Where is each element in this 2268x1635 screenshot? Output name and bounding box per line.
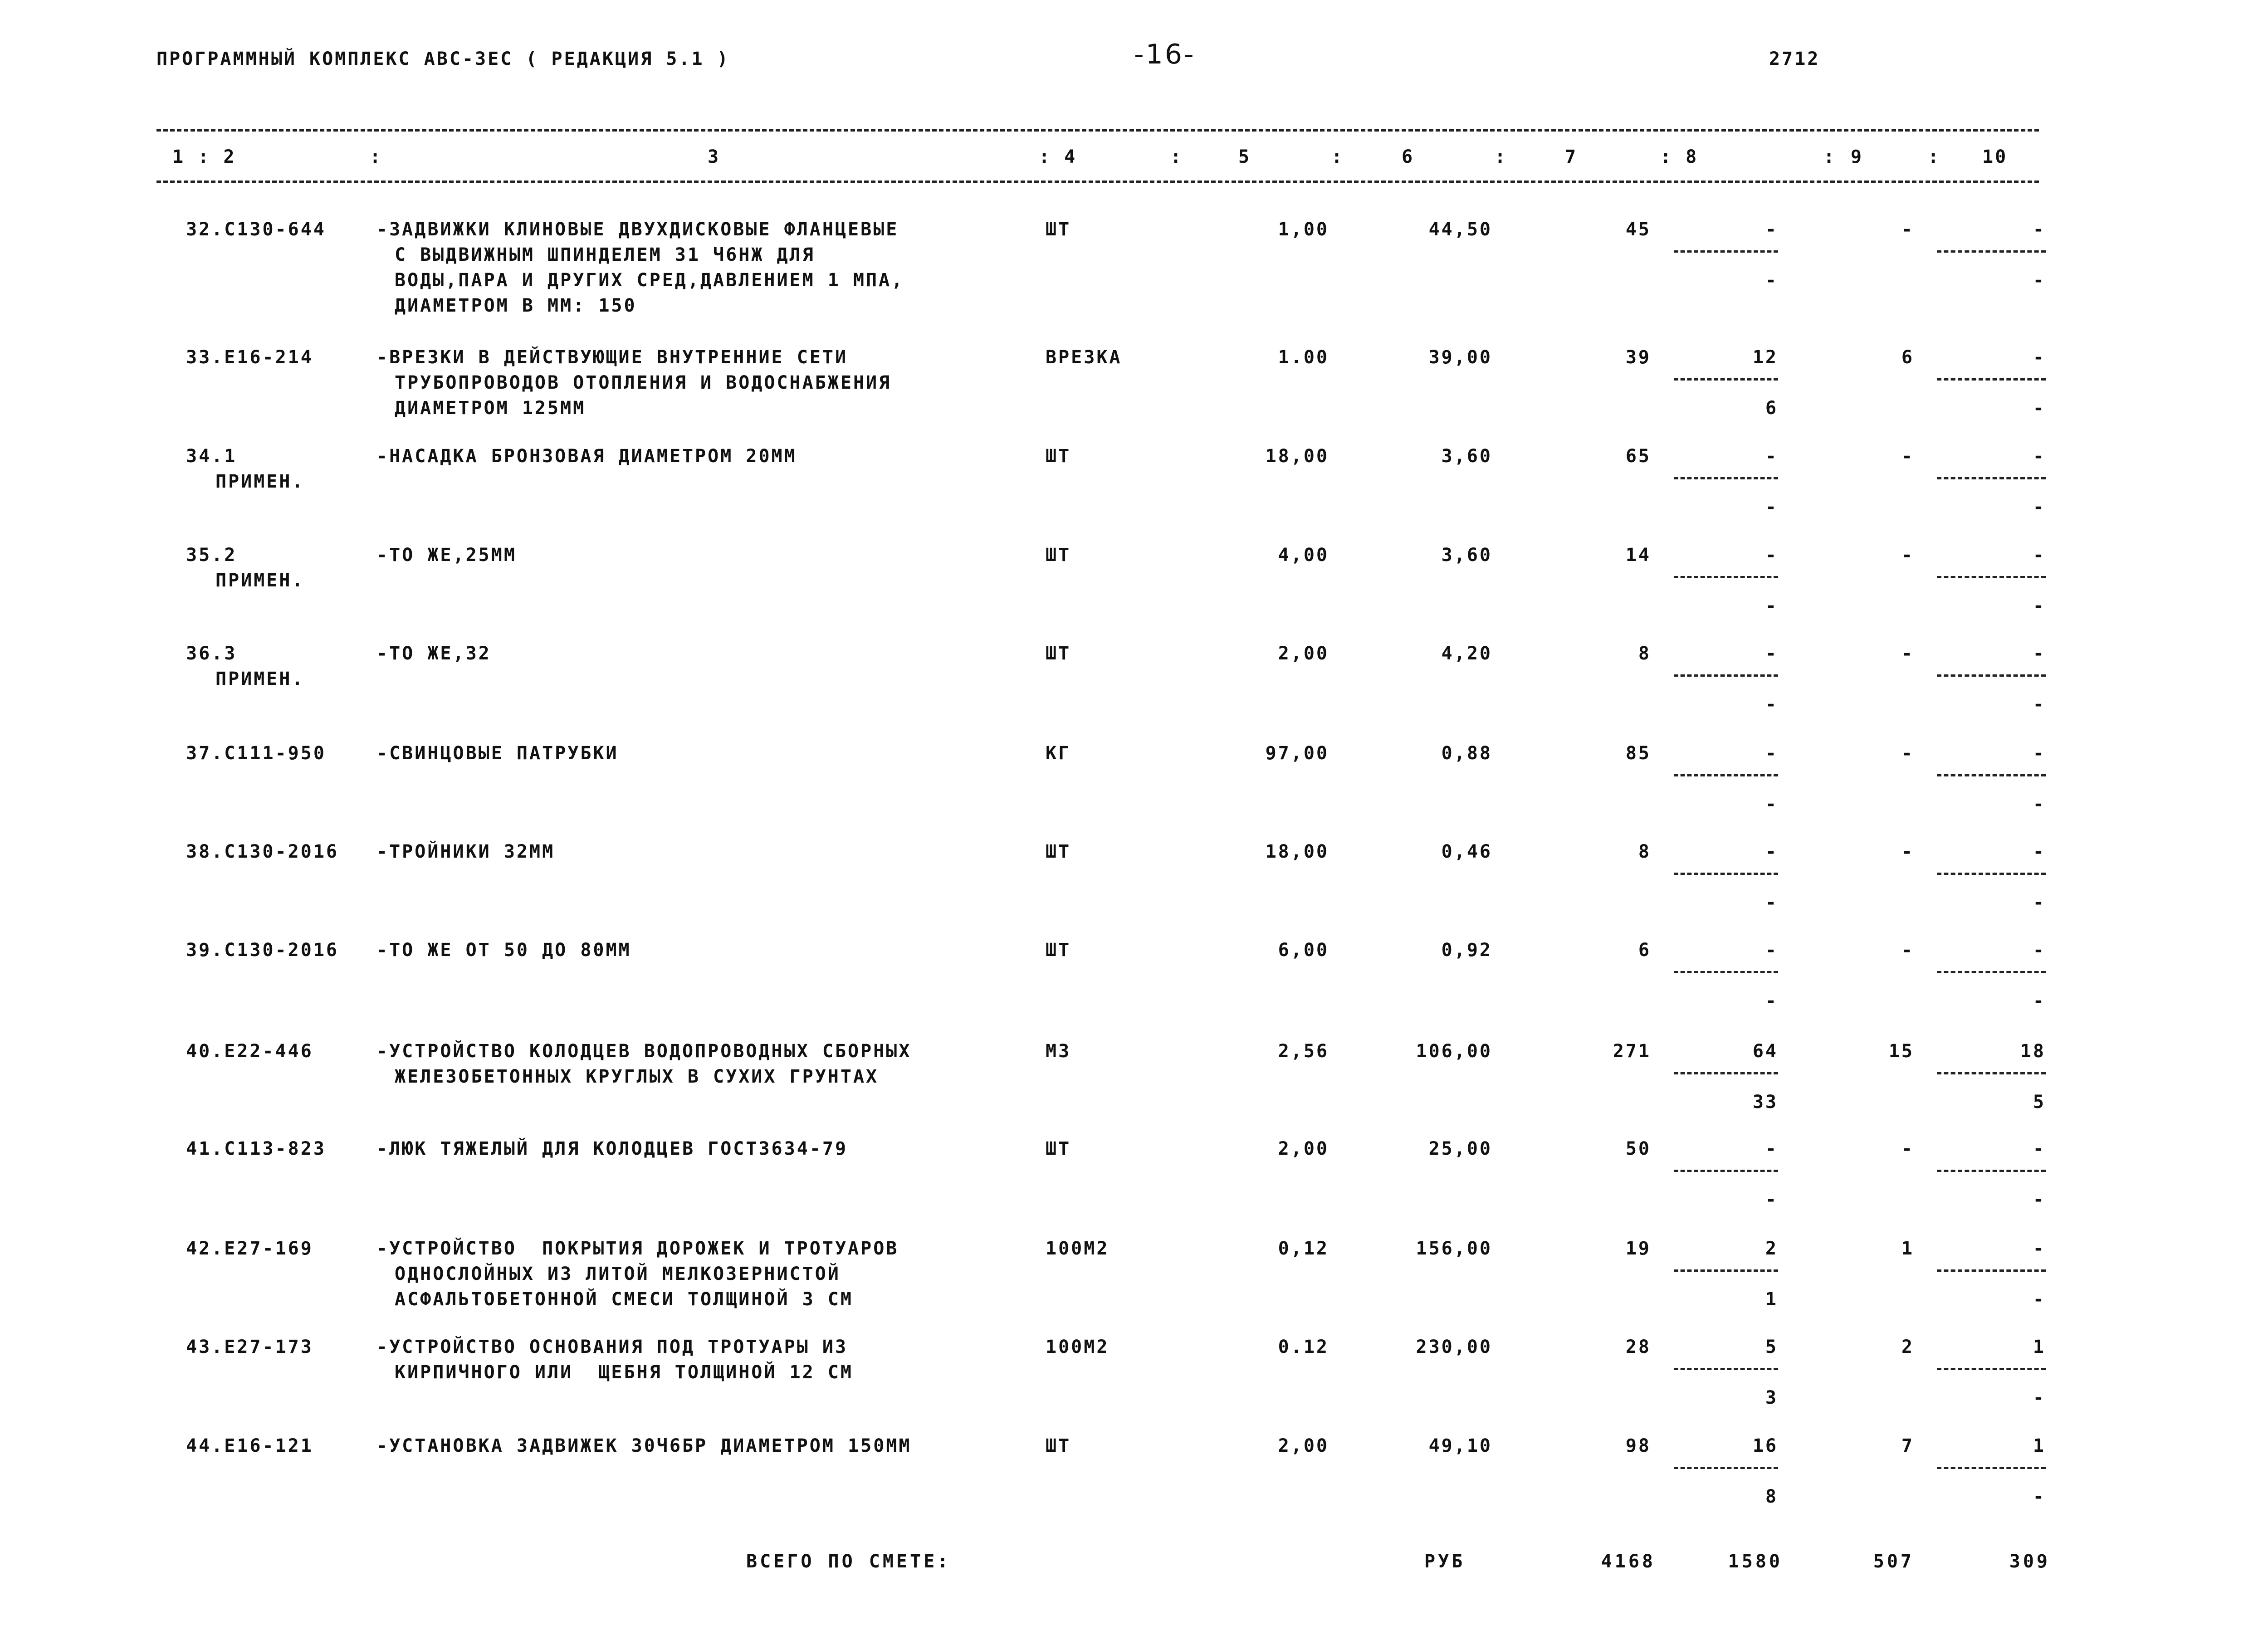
row-quantity: 18,00 <box>1265 446 1329 467</box>
row-col10-top: 18 <box>2020 1041 2046 1062</box>
row-col10-top: - <box>2033 940 2046 961</box>
row-quantity: 6,00 <box>1278 940 1329 961</box>
row-description-line: -ТО ЖЕ,32 <box>376 643 491 664</box>
total-col7: 4168 <box>1601 1551 1656 1572</box>
column-header-label: : <box>1170 146 1183 167</box>
row-col7: 50 <box>1625 1138 1651 1159</box>
row-col8-top: 16 <box>1752 1435 1778 1456</box>
row-quantity: 1.00 <box>1278 347 1329 368</box>
row-description-line: АСФАЛЬТОБЕТОННОЙ СМЕСИ ТОЛЩИНОЙ 3 СМ <box>395 1289 853 1310</box>
row-col8-top: - <box>1765 841 1778 862</box>
row-col10-divider <box>1937 774 2046 776</box>
row-description-line: С ВЫДВИЖНЫМ ШПИНДЕЛЕМ 31 Ч6НЖ ДЛЯ <box>395 244 815 265</box>
column-header-label: 5 <box>1238 146 1251 167</box>
row-note: ПРИМЕН. <box>215 669 305 689</box>
row-col9: - <box>1901 1138 1914 1159</box>
row-col10-divider <box>1937 873 2046 875</box>
row-quantity: 0.12 <box>1278 1337 1329 1357</box>
row-code: 37.С111-950 <box>186 743 326 764</box>
header-rule-bottom <box>156 181 2039 183</box>
row-col8-top: - <box>1765 219 1778 240</box>
column-header-label: 6 <box>1402 146 1415 167</box>
row-col10-top: - <box>2033 841 2046 862</box>
row-col10-top: - <box>2033 643 2046 664</box>
row-col7: 6 <box>1638 940 1651 961</box>
row-code: 36.3 <box>186 643 237 664</box>
row-col8-bottom: - <box>1765 794 1778 815</box>
row-col8-divider <box>1674 378 1778 381</box>
row-quantity: 0,12 <box>1278 1238 1329 1259</box>
row-col10-bottom: - <box>2033 892 2046 913</box>
column-header-label: : <box>1495 146 1508 167</box>
column-header-label: 10 <box>1982 146 2008 167</box>
row-price: 44,50 <box>1428 219 1492 240</box>
row-description-line: -УСТРОЙСТВО ПОКРЫТИЯ ДОРОЖЕК И ТРОТУАРОВ <box>376 1238 899 1259</box>
row-col8-bottom: - <box>1765 991 1778 1011</box>
row-col8-bottom: - <box>1765 595 1778 616</box>
row-col9: - <box>1901 940 1914 961</box>
row-col7: 28 <box>1625 1337 1651 1357</box>
row-col10-top: - <box>2033 743 2046 764</box>
row-col8-bottom: - <box>1765 270 1778 291</box>
row-col9: 15 <box>1888 1041 1914 1062</box>
row-code: 43.Е27-173 <box>186 1337 313 1357</box>
row-col8-divider <box>1674 1072 1778 1074</box>
row-unit: ШТ <box>1046 219 1071 240</box>
row-col8-divider <box>1674 873 1778 875</box>
row-code: 42.Е27-169 <box>186 1238 313 1259</box>
row-col7: 8 <box>1638 643 1651 664</box>
row-col8-top: - <box>1765 743 1778 764</box>
row-col9: 2 <box>1901 1337 1914 1357</box>
row-col8-divider <box>1674 1170 1778 1172</box>
row-col7: 98 <box>1625 1435 1651 1456</box>
row-col10-divider <box>1937 1072 2046 1074</box>
row-description-line: -УСТРОЙСТВО КОЛОДЦЕВ ВОДОПРОВОДНЫХ СБОРНЫХ <box>376 1041 912 1062</box>
row-col8-bottom: 1 <box>1765 1289 1778 1310</box>
row-description-line: ДИАМЕТРОМ В ММ: 150 <box>395 295 637 316</box>
row-price: 39,00 <box>1428 347 1492 368</box>
row-description-line: -УСТРОЙСТВО ОСНОВАНИЯ ПОД ТРОТУАРЫ ИЗ <box>376 1337 848 1357</box>
column-header-label: 1 : 2 <box>172 146 236 167</box>
row-col9: - <box>1901 643 1914 664</box>
total-unit: РУБ <box>1424 1551 1466 1572</box>
row-col10-bottom: - <box>2033 694 2046 715</box>
row-col10-bottom: 5 <box>2033 1092 2046 1113</box>
total-label: ВСЕГО ПО СМЕТЕ: <box>746 1551 951 1572</box>
row-price: 25,00 <box>1428 1138 1492 1159</box>
row-unit: ШТ <box>1046 940 1071 961</box>
row-code: 39.С130-2016 <box>186 940 339 961</box>
row-col10-divider <box>1937 1368 2046 1370</box>
row-col8-top: 64 <box>1752 1041 1778 1062</box>
row-col10-divider <box>1937 971 2046 973</box>
row-col7: 85 <box>1625 743 1651 764</box>
row-col9: - <box>1901 743 1914 764</box>
total-col9: 507 <box>1873 1551 1914 1572</box>
row-price: 0,88 <box>1441 743 1492 764</box>
row-code: 35.2 <box>186 545 237 566</box>
column-header-label: : 4 <box>1039 146 1077 167</box>
row-col8-top: 2 <box>1765 1238 1778 1259</box>
row-col9: - <box>1901 545 1914 566</box>
row-col8-bottom: - <box>1765 694 1778 715</box>
row-col8-bottom: - <box>1765 1189 1778 1210</box>
row-col10-divider <box>1937 378 2046 381</box>
row-col8-divider <box>1674 1269 1778 1272</box>
row-price: 0,46 <box>1441 841 1492 862</box>
row-col10-bottom: - <box>2033 1387 2046 1408</box>
row-note: ПРИМЕН. <box>215 570 305 591</box>
row-col10-divider <box>1937 576 2046 578</box>
row-col8-top: - <box>1765 940 1778 961</box>
row-description-line: ЖЕЛЕЗОБЕТОННЫХ КРУГЛЫХ В СУХИХ ГРУНТАХ <box>395 1066 879 1087</box>
row-col10-bottom: - <box>2033 1189 2046 1210</box>
row-col8-bottom: 33 <box>1752 1092 1778 1113</box>
row-price: 156,00 <box>1416 1238 1492 1259</box>
row-col8-divider <box>1674 477 1778 479</box>
row-description-line: -ТО ЖЕ ОТ 50 ДО 80ММ <box>376 940 631 961</box>
row-col10-bottom: - <box>2033 1289 2046 1310</box>
row-col8-divider <box>1674 1368 1778 1370</box>
row-quantity: 2,00 <box>1278 1138 1329 1159</box>
column-header-label: : <box>370 146 383 167</box>
row-price: 4,20 <box>1441 643 1492 664</box>
row-code: 33.Е16-214 <box>186 347 313 368</box>
row-price: 3,60 <box>1441 446 1492 467</box>
row-col8-divider <box>1674 576 1778 578</box>
row-description-line: КИРПИЧНОГО ИЛИ ЩЕБНЯ ТОЛЩИНОЙ 12 СМ <box>395 1362 853 1383</box>
row-col8-top: - <box>1765 545 1778 566</box>
row-col10-bottom: - <box>2033 595 2046 616</box>
row-col10-top: 1 <box>2033 1337 2046 1357</box>
row-col10-divider <box>1937 1269 2046 1272</box>
row-price: 49,10 <box>1428 1435 1492 1456</box>
row-description-line: -НАСАДКА БРОНЗОВАЯ ДИАМЕТРОМ 20ММ <box>376 446 797 467</box>
row-description-line: -ТРОЙНИКИ 32ММ <box>376 841 555 862</box>
row-code: 41.С113-823 <box>186 1138 326 1159</box>
row-description-line: ОДНОСЛОЙНЫХ ИЗ ЛИТОЙ МЕЛКОЗЕРНИСТОЙ <box>395 1264 841 1284</box>
row-col9: 6 <box>1901 347 1914 368</box>
row-unit: ВРЕЗКА <box>1046 347 1122 368</box>
row-col7: 45 <box>1625 219 1651 240</box>
row-price: 0,92 <box>1441 940 1492 961</box>
row-code: 34.1 <box>186 446 237 467</box>
row-quantity: 2,56 <box>1278 1041 1329 1062</box>
row-col8-bottom: - <box>1765 892 1778 913</box>
row-unit: КГ <box>1046 743 1071 764</box>
row-col10-top: - <box>2033 545 2046 566</box>
row-col8-bottom: 8 <box>1765 1486 1778 1507</box>
row-note: ПРИМЕН. <box>215 471 305 492</box>
column-header-label: : <box>1823 146 1837 167</box>
program-title: ПРОГРАММНЫЙ КОМПЛЕКС АВС-3ЕС ( РЕДАКЦИЯ 5.1 ) <box>156 49 730 69</box>
row-col8-top: - <box>1765 1138 1778 1159</box>
row-col8-bottom: 3 <box>1765 1387 1778 1408</box>
row-col7: 19 <box>1625 1238 1651 1259</box>
column-header-label: 9 <box>1851 146 1864 167</box>
total-col10: 309 <box>2009 1551 2050 1572</box>
row-col9: 1 <box>1901 1238 1914 1259</box>
column-header-label: : <box>1928 146 1941 167</box>
row-col10-divider <box>1937 1467 2046 1469</box>
row-quantity: 97,00 <box>1265 743 1329 764</box>
row-col10-top: - <box>2033 1138 2046 1159</box>
row-description-line: ДИАМЕТРОМ 125ММ <box>395 398 586 419</box>
row-quantity: 4,00 <box>1278 545 1329 566</box>
row-col8-top: 5 <box>1765 1337 1778 1357</box>
row-description-line: -ЛЮК ТЯЖЕЛЫЙ ДЛЯ КОЛОДЦЕВ ГОСТ3634-79 <box>376 1138 848 1159</box>
row-code: 44.Е16-121 <box>186 1435 313 1456</box>
row-col10-divider <box>1937 477 2046 479</box>
row-col10-top: 1 <box>2033 1435 2046 1456</box>
header-rule-top <box>156 129 2039 132</box>
row-price: 3,60 <box>1441 545 1492 566</box>
row-unit: ШТ <box>1046 1138 1071 1159</box>
row-unit: М3 <box>1046 1041 1071 1062</box>
column-header-label: : <box>1331 146 1344 167</box>
row-col9: - <box>1901 219 1914 240</box>
row-col8-divider <box>1674 674 1778 677</box>
row-code: 32.С130-644 <box>186 219 326 240</box>
row-description-line: ТРУБОПРОВОДОВ ОТОПЛЕНИЯ И ВОДОСНАБЖЕНИЯ <box>395 372 892 393</box>
row-description-line: ВОДЫ,ПАРА И ДРУГИХ СРЕД,ДАВЛЕНИЕМ 1 МПА, <box>395 270 904 291</box>
row-col8-top: 12 <box>1752 347 1778 368</box>
row-col10-bottom: - <box>2033 497 2046 517</box>
row-col8-top: - <box>1765 446 1778 467</box>
row-col8-bottom: 6 <box>1765 398 1778 419</box>
row-quantity: 18,00 <box>1265 841 1329 862</box>
row-description-line: -СВИНЦОВЫЕ ПАТРУБКИ <box>376 743 619 764</box>
row-col10-bottom: - <box>2033 1486 2046 1507</box>
row-col10-bottom: - <box>2033 270 2046 291</box>
row-col7: 65 <box>1625 446 1651 467</box>
row-unit: ШТ <box>1046 446 1071 467</box>
row-unit: ШТ <box>1046 1435 1071 1456</box>
row-col9: 7 <box>1901 1435 1914 1456</box>
row-col10-top: - <box>2033 1238 2046 1259</box>
row-code: 40.Е22-446 <box>186 1041 313 1062</box>
row-description-line: -УСТАНОВКА ЗАДВИЖЕК 30Ч6БР ДИАМЕТРОМ 150ММ <box>376 1435 912 1456</box>
column-header-label: 3 <box>708 146 721 167</box>
row-price: 230,00 <box>1416 1337 1492 1357</box>
page-number: -16- <box>1134 39 1196 70</box>
row-col8-divider <box>1674 1467 1778 1469</box>
total-col8: 1580 <box>1728 1551 1783 1572</box>
document-number: 2712 <box>1769 49 1820 69</box>
row-col7: 39 <box>1625 347 1651 368</box>
row-quantity: 1,00 <box>1278 219 1329 240</box>
row-col9: - <box>1901 446 1914 467</box>
column-header-label: 7 <box>1565 146 1578 167</box>
row-col10-top: - <box>2033 446 2046 467</box>
row-col10-bottom: - <box>2033 794 2046 815</box>
row-col10-divider <box>1937 1170 2046 1172</box>
row-col8-divider <box>1674 774 1778 776</box>
row-description-line: -ВРЕЗКИ В ДЕЙСТВУЮЩИЕ ВНУТРЕННИЕ СЕТИ <box>376 347 848 368</box>
row-code: 38.С130-2016 <box>186 841 339 862</box>
row-col10-top: - <box>2033 347 2046 368</box>
row-col10-divider <box>1937 674 2046 677</box>
row-description-line: -ЗАДВИЖКИ КЛИНОВЫЕ ДВУХДИСКОВЫЕ ФЛАНЦЕВЫЕ <box>376 219 899 240</box>
row-quantity: 2,00 <box>1278 643 1329 664</box>
row-quantity: 2,00 <box>1278 1435 1329 1456</box>
row-col10-bottom: - <box>2033 991 2046 1011</box>
row-unit: ШТ <box>1046 643 1071 664</box>
row-unit: 100М2 <box>1046 1337 1110 1357</box>
row-col10-divider <box>1937 250 2046 253</box>
column-header-label: : 8 <box>1660 146 1699 167</box>
row-col8-top: - <box>1765 643 1778 664</box>
row-col8-bottom: - <box>1765 497 1778 517</box>
row-col9: - <box>1901 841 1914 862</box>
row-col10-bottom: - <box>2033 398 2046 419</box>
row-unit: ШТ <box>1046 841 1071 862</box>
row-unit: ШТ <box>1046 545 1071 566</box>
row-price: 106,00 <box>1416 1041 1492 1062</box>
row-col7: 8 <box>1638 841 1651 862</box>
row-unit: 100М2 <box>1046 1238 1110 1259</box>
row-col10-top: - <box>2033 219 2046 240</box>
row-description-line: -ТО ЖЕ,25ММ <box>376 545 517 566</box>
row-col7: 271 <box>1613 1041 1651 1062</box>
row-col7: 14 <box>1625 545 1651 566</box>
row-col8-divider <box>1674 250 1778 253</box>
row-col8-divider <box>1674 971 1778 973</box>
